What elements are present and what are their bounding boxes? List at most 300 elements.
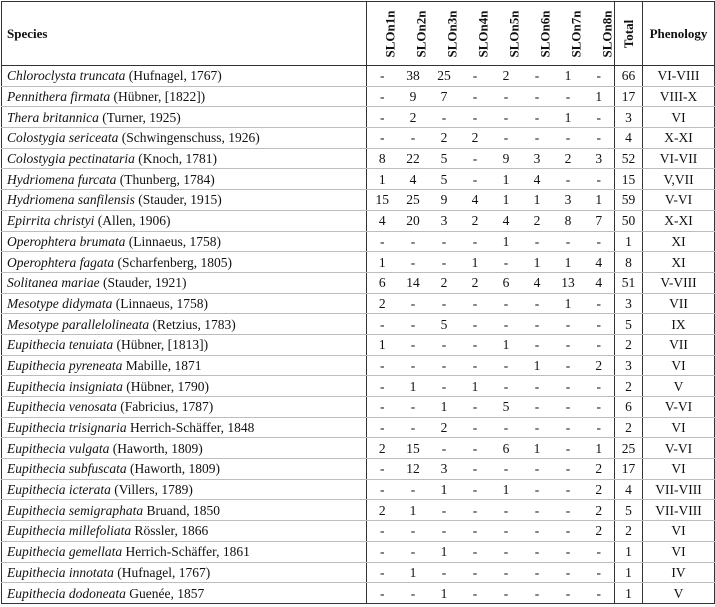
table-row [2, 397, 715, 418]
header-total: Total [615, 2, 643, 66]
phenology-cell: V-VIII [643, 272, 715, 293]
count-cell: - [398, 417, 429, 438]
species-genus: Eupithecia millefoliata [7, 523, 132, 539]
count-cell: - [553, 334, 584, 355]
phenology-cell: V-VI [643, 190, 715, 211]
count-cell: - [553, 500, 584, 521]
count-cell: - [584, 541, 615, 562]
total-cell: 59 [615, 190, 643, 211]
species-cell [2, 252, 367, 273]
count-cell: 1 [429, 541, 460, 562]
species-author: (Stauder, 1915) [138, 192, 222, 208]
count-cell: - [584, 66, 615, 87]
count-cell: 20 [398, 210, 429, 231]
species-author: (Hübner, [1822]) [113, 89, 206, 105]
count-cell: - [584, 128, 615, 149]
species-genus: Hydriomena sanfilensis [7, 192, 135, 208]
species-cell [2, 500, 367, 521]
count-cell: 15 [367, 190, 398, 211]
count-cell: - [367, 107, 398, 128]
species-cell [2, 438, 367, 459]
table-row [2, 583, 715, 604]
table-row [2, 231, 715, 252]
header-site-4: SLOn4n [460, 2, 491, 66]
count-cell: - [460, 107, 491, 128]
species-cell [2, 479, 367, 500]
count-cell: - [460, 334, 491, 355]
count-cell: - [398, 583, 429, 604]
total-cell: 52 [615, 148, 643, 169]
phenology-cell: V-VI [643, 397, 715, 418]
header-site-8: SLOn8n [584, 2, 615, 66]
phenology-cell: VII [643, 293, 715, 314]
count-cell: 2 [367, 293, 398, 314]
species-genus: Colostygia sericeata [7, 130, 119, 146]
total-cell: 3 [615, 293, 643, 314]
phenology-cell: XI [643, 252, 715, 273]
count-cell: - [367, 397, 398, 418]
count-cell: - [553, 459, 584, 480]
species-cell [2, 107, 367, 128]
species-genus: Eupithecia semigraphata [7, 502, 144, 518]
species-cell [2, 148, 367, 169]
count-cell: - [584, 231, 615, 252]
total-cell: 50 [615, 210, 643, 231]
species-cell [2, 562, 367, 583]
table-row [2, 210, 715, 231]
count-cell: - [553, 438, 584, 459]
count-cell: 3 [429, 210, 460, 231]
count-cell: 1 [398, 376, 429, 397]
count-cell: 5 [491, 397, 522, 418]
table-row [2, 66, 715, 87]
phenology-cell: V-VI [643, 438, 715, 459]
count-cell: 1 [429, 479, 460, 500]
count-cell: - [429, 562, 460, 583]
count-cell: 9 [429, 190, 460, 211]
phenology-cell: VI [643, 107, 715, 128]
count-cell: - [553, 128, 584, 149]
species-cell [2, 210, 367, 231]
count-cell: 2 [584, 355, 615, 376]
species-genus: Colostygia pectinataria [7, 151, 135, 167]
count-cell: 1 [491, 190, 522, 211]
count-cell: - [429, 107, 460, 128]
species-author: Mabille, 1871 [125, 357, 202, 373]
count-cell: - [460, 355, 491, 376]
count-cell: 2 [367, 438, 398, 459]
header-site-1: SLOn1n [367, 2, 398, 66]
total-cell: 1 [615, 231, 643, 252]
species-table [1, 1, 715, 604]
table-row [2, 128, 715, 149]
count-cell: - [460, 417, 491, 438]
total-cell: 2 [615, 417, 643, 438]
count-cell: - [522, 397, 553, 418]
count-cell: - [584, 334, 615, 355]
count-cell: - [522, 541, 553, 562]
count-cell: 1 [460, 252, 491, 273]
count-cell: - [522, 376, 553, 397]
phenology-cell: IX [643, 314, 715, 335]
total-cell: 6 [615, 397, 643, 418]
count-cell: - [584, 314, 615, 335]
count-cell: 3 [429, 459, 460, 480]
count-cell: - [584, 397, 615, 418]
count-cell: 1 [522, 252, 553, 273]
species-genus: Eupithecia subfuscata [7, 461, 127, 477]
count-cell: 2 [460, 210, 491, 231]
total-cell: 5 [615, 500, 643, 521]
header-site-2: SLOn2n [398, 2, 429, 66]
count-cell: - [367, 583, 398, 604]
total-cell: 4 [615, 479, 643, 500]
count-cell: 1 [522, 355, 553, 376]
phenology-cell: VII [643, 334, 715, 355]
count-cell: 1 [553, 66, 584, 87]
species-author: (Allen, 1906) [97, 213, 171, 229]
table-row [2, 190, 715, 211]
count-cell: - [553, 583, 584, 604]
count-cell: 1 [553, 293, 584, 314]
count-cell: - [522, 86, 553, 107]
count-cell: 3 [584, 148, 615, 169]
count-cell: - [553, 231, 584, 252]
count-cell: 2 [367, 500, 398, 521]
count-cell: - [398, 397, 429, 418]
count-cell: - [584, 583, 615, 604]
species-author: (Knoch, 1781) [138, 151, 217, 167]
count-cell: - [553, 314, 584, 335]
count-cell: - [522, 521, 553, 542]
count-cell: 12 [398, 459, 429, 480]
species-genus: Eupithecia dodoneata [7, 585, 126, 601]
count-cell: 3 [522, 148, 553, 169]
count-cell: - [491, 500, 522, 521]
count-cell: - [491, 86, 522, 107]
count-cell: 38 [398, 66, 429, 87]
count-cell: 1 [367, 169, 398, 190]
count-cell: - [584, 376, 615, 397]
phenology-cell: VI-VII [643, 148, 715, 169]
species-author: (Turner, 1925) [102, 109, 181, 125]
species-author: (Villers, 1789) [114, 482, 193, 498]
total-cell: 3 [615, 355, 643, 376]
count-cell: - [398, 128, 429, 149]
count-cell: - [522, 500, 553, 521]
count-cell: - [460, 521, 491, 542]
count-cell: 4 [522, 169, 553, 190]
species-author: Guenée, 1857 [129, 585, 205, 601]
count-cell: - [553, 417, 584, 438]
phenology-cell: IV [643, 562, 715, 583]
species-author: (Hübner, 1790) [126, 378, 209, 394]
species-cell [2, 355, 367, 376]
species-cell [2, 314, 367, 335]
count-cell: - [584, 107, 615, 128]
count-cell: 4 [491, 210, 522, 231]
count-cell: 22 [398, 148, 429, 169]
species-cell [2, 397, 367, 418]
count-cell: - [460, 148, 491, 169]
count-cell: - [553, 86, 584, 107]
species-genus: Hydriomena furcata [7, 171, 117, 187]
count-cell: 4 [584, 272, 615, 293]
count-cell: 8 [367, 148, 398, 169]
phenology-cell: V [643, 376, 715, 397]
count-cell: 2 [429, 128, 460, 149]
species-author: (Schwingenschuss, 1926) [121, 130, 260, 146]
species-cell [2, 190, 367, 211]
count-cell: - [491, 252, 522, 273]
species-cell [2, 417, 367, 438]
species-cell [2, 459, 367, 480]
count-cell: 2 [584, 521, 615, 542]
count-cell: - [553, 355, 584, 376]
total-cell: 17 [615, 459, 643, 480]
species-author: (Stauder, 1921) [103, 275, 187, 291]
phenology-cell: VI-VIII [643, 66, 715, 87]
species-genus: Eupithecia gemellata [7, 544, 123, 560]
species-genus: Eupithecia tenuiata [7, 337, 114, 353]
species-genus: Pennithera firmata [7, 89, 111, 105]
count-cell: 7 [584, 210, 615, 231]
count-cell: 2 [553, 148, 584, 169]
count-cell: 1 [460, 376, 491, 397]
count-cell: 1 [367, 252, 398, 273]
species-genus: Eupithecia icterata [7, 482, 111, 498]
species-genus: Eupithecia innotata [7, 564, 114, 580]
table-row [2, 376, 715, 397]
species-author: (Haworth, 1809) [112, 440, 203, 456]
species-cell [2, 521, 367, 542]
count-cell: - [367, 479, 398, 500]
count-cell: - [522, 479, 553, 500]
count-cell: - [553, 376, 584, 397]
count-cell: 2 [584, 500, 615, 521]
total-cell: 2 [615, 334, 643, 355]
table-row [2, 438, 715, 459]
count-cell: - [491, 459, 522, 480]
count-cell: 1 [429, 583, 460, 604]
count-cell: - [367, 355, 398, 376]
count-cell: - [491, 541, 522, 562]
count-cell: 1 [553, 252, 584, 273]
count-cell: - [491, 355, 522, 376]
count-cell: - [398, 521, 429, 542]
count-cell: - [460, 583, 491, 604]
count-cell: 14 [398, 272, 429, 293]
total-cell: 1 [615, 541, 643, 562]
count-cell: - [553, 479, 584, 500]
count-cell: 1 [491, 334, 522, 355]
phenology-cell: X-XI [643, 210, 715, 231]
phenology-cell: XI [643, 231, 715, 252]
header-species: Species [2, 2, 367, 66]
count-cell: - [460, 231, 491, 252]
count-cell: - [460, 86, 491, 107]
count-cell: 9 [398, 86, 429, 107]
count-cell: - [460, 293, 491, 314]
count-cell: 4 [460, 190, 491, 211]
table-row [2, 334, 715, 355]
species-genus: Mesotype didymata [7, 295, 113, 311]
species-cell [2, 541, 367, 562]
count-cell: - [522, 128, 553, 149]
species-author: (Hübner, [1813]) [116, 337, 209, 353]
species-genus: Operophtera brumata [7, 233, 126, 249]
count-cell: - [584, 169, 615, 190]
species-genus: Eupithecia pyreneata [7, 357, 123, 373]
species-cell [2, 86, 367, 107]
species-author: (Linnaeus, 1758) [128, 233, 221, 249]
count-cell: 5 [429, 314, 460, 335]
count-cell: - [584, 562, 615, 583]
species-author: (Haworth, 1809) [129, 461, 220, 477]
table-row [2, 148, 715, 169]
count-cell: - [522, 314, 553, 335]
count-cell: - [367, 417, 398, 438]
header-row [2, 2, 715, 66]
table-row [2, 541, 715, 562]
phenology-cell: VI [643, 355, 715, 376]
count-cell: 1 [522, 190, 553, 211]
count-cell: 1 [429, 397, 460, 418]
total-cell: 1 [615, 562, 643, 583]
count-cell: - [522, 459, 553, 480]
header-site-7: SLOn7n [553, 2, 584, 66]
count-cell: - [429, 334, 460, 355]
count-cell: - [429, 293, 460, 314]
count-cell: 2 [429, 272, 460, 293]
count-cell: - [460, 479, 491, 500]
phenology-cell: V [643, 583, 715, 604]
count-cell: - [367, 521, 398, 542]
species-genus: Mesotype parallelolineata [7, 316, 150, 332]
count-cell: - [491, 107, 522, 128]
count-cell: - [367, 541, 398, 562]
count-cell: - [522, 562, 553, 583]
count-cell: - [367, 66, 398, 87]
count-cell: 2 [398, 107, 429, 128]
species-genus: Thera britannica [7, 109, 99, 125]
table-row [2, 417, 715, 438]
table-row [2, 252, 715, 273]
count-cell: 1 [398, 562, 429, 583]
count-cell: - [460, 314, 491, 335]
species-genus: Chloroclysta truncata [7, 68, 126, 84]
species-genus: Solitanea mariae [7, 275, 100, 291]
count-cell: 2 [460, 272, 491, 293]
species-genus: Eupithecia vulgata [7, 440, 110, 456]
count-cell: - [460, 562, 491, 583]
count-cell: 4 [584, 252, 615, 273]
count-cell: - [522, 293, 553, 314]
count-cell: - [553, 169, 584, 190]
count-cell: - [491, 562, 522, 583]
total-cell: 4 [615, 128, 643, 149]
table-row [2, 355, 715, 376]
count-cell: - [584, 293, 615, 314]
table-row [2, 479, 715, 500]
table-row [2, 293, 715, 314]
phenology-cell: VI [643, 541, 715, 562]
phenology-cell: VIII-X [643, 86, 715, 107]
count-cell: 25 [429, 66, 460, 87]
count-cell: - [460, 459, 491, 480]
count-cell: 1 [584, 438, 615, 459]
species-cell [2, 66, 367, 87]
phenology-cell: VII-VIII [643, 479, 715, 500]
total-cell: 3 [615, 107, 643, 128]
count-cell: - [460, 500, 491, 521]
table-row [2, 500, 715, 521]
count-cell: - [491, 314, 522, 335]
species-cell [2, 293, 367, 314]
count-cell: - [367, 459, 398, 480]
total-cell: 1 [615, 583, 643, 604]
count-cell: 1 [584, 86, 615, 107]
count-cell: 2 [584, 479, 615, 500]
count-cell: 15 [398, 438, 429, 459]
species-author: Herrich-Schäffer, 1848 [130, 420, 255, 436]
species-genus: Eupithecia insigniata [7, 378, 123, 394]
count-cell: 4 [367, 210, 398, 231]
count-cell: 9 [491, 148, 522, 169]
count-cell: - [522, 334, 553, 355]
count-cell: 7 [429, 86, 460, 107]
count-cell: - [460, 169, 491, 190]
table-row [2, 169, 715, 190]
count-cell: - [491, 583, 522, 604]
species-author: Bruand, 1850 [146, 502, 220, 518]
count-cell: - [367, 314, 398, 335]
table-row [2, 521, 715, 542]
species-cell [2, 272, 367, 293]
count-cell: - [367, 231, 398, 252]
count-cell: 3 [553, 190, 584, 211]
count-cell: - [429, 500, 460, 521]
count-cell: 1 [584, 190, 615, 211]
count-cell: - [367, 128, 398, 149]
count-cell: - [491, 376, 522, 397]
count-cell: - [491, 293, 522, 314]
species-author: (Thunberg, 1784) [119, 171, 215, 187]
species-genus: Eupithecia trisignaria [7, 420, 127, 436]
count-cell: 1 [491, 231, 522, 252]
count-cell: - [398, 231, 429, 252]
total-cell: 8 [615, 252, 643, 273]
count-cell: - [584, 417, 615, 438]
total-cell: 51 [615, 272, 643, 293]
total-cell: 5 [615, 314, 643, 335]
count-cell: - [553, 521, 584, 542]
count-cell: 1 [491, 479, 522, 500]
count-cell: - [522, 417, 553, 438]
count-cell: 1 [553, 107, 584, 128]
count-cell: 2 [522, 210, 553, 231]
table-row [2, 107, 715, 128]
species-cell [2, 169, 367, 190]
species-cell [2, 231, 367, 252]
count-cell: - [367, 376, 398, 397]
count-cell: 6 [367, 272, 398, 293]
count-cell: - [398, 355, 429, 376]
count-cell: - [553, 397, 584, 418]
count-cell: - [398, 334, 429, 355]
table-row [2, 459, 715, 480]
count-cell: - [429, 252, 460, 273]
